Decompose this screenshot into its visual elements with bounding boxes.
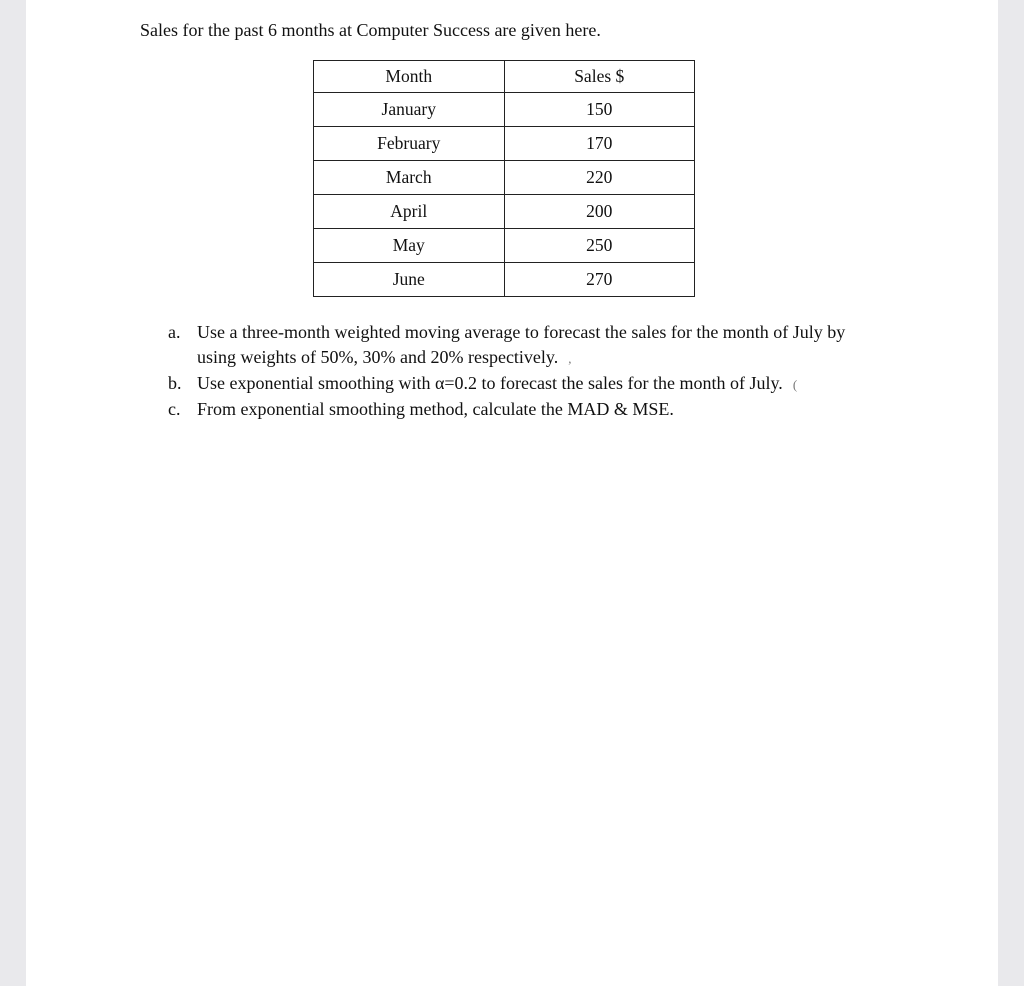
pen-mark: ( bbox=[792, 377, 798, 392]
table-row bbox=[314, 127, 695, 161]
cell-month: May bbox=[314, 229, 505, 263]
cell-month: January bbox=[314, 93, 505, 127]
question-marker: c. bbox=[168, 399, 181, 419]
question-text: Use exponential smoothing with α=0.2 to forecast the sales for the month of July. bbox=[197, 373, 783, 393]
intro-text: Sales for the past 6 months at Computer Success are given here. bbox=[140, 20, 601, 40]
question-text: From exponential smoothing method, calculate the MAD & MSE. bbox=[197, 399, 674, 419]
cell-sales: 250 bbox=[504, 229, 695, 263]
table-row bbox=[314, 229, 695, 263]
cell-sales: 270 bbox=[504, 263, 695, 297]
question-list bbox=[168, 320, 868, 422]
cell-sales: 200 bbox=[504, 195, 695, 229]
question-item bbox=[168, 320, 868, 371]
cell-month: June bbox=[314, 263, 505, 297]
cell-month: April bbox=[314, 195, 505, 229]
question-marker: b. bbox=[168, 373, 182, 393]
document-page bbox=[26, 0, 998, 986]
table-row bbox=[314, 263, 695, 297]
cell-month: March bbox=[314, 161, 505, 195]
table-row bbox=[314, 161, 695, 195]
table-row bbox=[314, 195, 695, 229]
cell-month: February bbox=[314, 127, 505, 161]
sales-table bbox=[313, 60, 695, 297]
cell-sales: 220 bbox=[504, 161, 695, 195]
header-month: Month bbox=[314, 61, 505, 93]
question-item bbox=[168, 371, 868, 397]
question-marker: a. bbox=[168, 322, 181, 342]
pen-mark: , bbox=[568, 351, 572, 366]
question-text: Use a three-month weighted moving average to forecast the sales for the month of July by using weights of 50%, 30% and 20% respectively. bbox=[197, 322, 846, 367]
table-header-row bbox=[314, 61, 695, 93]
cell-sales: 170 bbox=[504, 127, 695, 161]
header-sales: Sales $ bbox=[504, 61, 695, 93]
table-row bbox=[314, 93, 695, 127]
cell-sales: 150 bbox=[504, 93, 695, 127]
question-item bbox=[168, 397, 868, 422]
